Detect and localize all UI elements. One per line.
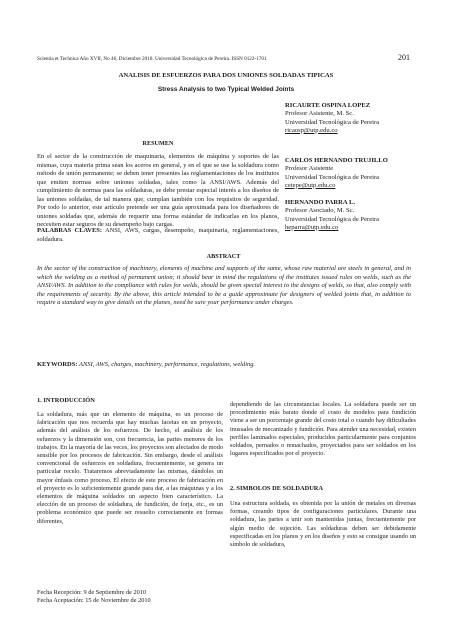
page-number: 201 (398, 53, 410, 62)
author-role: Profesor Asociado, M. Sc. (285, 207, 355, 215)
author-email[interactable]: cetepe@utp.edu.co (285, 181, 336, 189)
date-received: Fecha Recepción: 9 de Septiembre de 2010 (37, 589, 147, 596)
section-2-heading: 2. SIMBOLOS DE SOLDADURA (230, 485, 324, 492)
author-email[interactable]: heparra@utp.edu.co (285, 223, 339, 231)
paper-subtitle: Stress Analysis to two Typical Welded Joints (157, 86, 295, 93)
keywords-values: ANSI, AWS, cargas, desempeño, maquinaria, reglamentaciones, soldadura. (37, 227, 279, 243)
author-name: CARLOS HERNANDO TRUJILLO (285, 157, 388, 164)
date-accepted: Fecha Aceptación: 15 de Noviembre de 2010 (37, 597, 151, 605)
author-role: Profesor Asistente, M. Sc. (285, 110, 354, 118)
resumen-text: En el sector de la construcción de maquinaria, elementos de máquina y soportes de las mismas, cuya materia prima sean los aceros en general, y en el que se use la soldadura como método de unión permanente; se deben tener presentes las reglamentaciones de los institutos que emiten normas sobre uniones soldadas, tales como la ANSI/AWS. Además del cumplimiento de normas para las soldaduras, se debe prestar especial interés a los diseños de las uniones soldadas, de tal manera que, cumplan también con los requisitos de seguridad. Por todo lo anterior, este artículo pretende ser una guía aproximada para los diseñadores de uniones soldadas que, además de requerir una forma estándar de indicarlas en los planos, necesiten estar seguros de su desempeño bajo cargas. (37, 153, 279, 228)
section-2-text: Una estructura soldada, es obtenida por la unión de metales en diversas formas, creando tipos de configuraciones particulares. Durante una soldadura, las partes a unir son mantenidas juntas, frecuentemente por algún medio de sujeción. Las soldaduras deben ser debidamente especificadas en los planos y en los diseños y esto se consigue usando un símbolo de soldadura, (230, 500, 416, 549)
abstract-keywords (37, 361, 281, 370)
author-affiliation: Universidad Tecnológica de Pereira (285, 173, 380, 181)
author-block-3 (285, 199, 430, 232)
resumen-heading: RESUMEN (142, 140, 174, 147)
author-block-1 (285, 102, 430, 135)
abstract-text: In the sector of the construction of machinery, elements of machine and supports of the same, whose raw material are steels in general, and in which the welding as a method of permanent union; it should bear in mind the regulations of the institutes issued rules on welds, such as the ANSI/AWS. In addition to the compliance with rules for welds, should be given special interest to the designs of welds, so that, also comply with the requirements of security. By the above, this article intended to be a guide approximate for designers of welded joints that, in addition to require a standard way to give details on the planes, need be sure your performance under charges. (37, 265, 411, 306)
author-name: HERNANDO PARRA L. (285, 199, 356, 206)
section-1-continued-text: dependiendo de las circunstancias locales. La soldadura puede ser un procedimiento más barato donde el costo de modelos para fundición viene a ser un porcentaje grande del costo total o cuando hay dificultades inusuales de mecanizado y fundición. Para atender una necesidad, existen perfiles laminados especiales, producidos particularmente para conjuntos soldados, pernados o remachados, proyectados para ser soldados en los lugares especificados por el proyecto. (230, 401, 416, 458)
author-affiliation: Universidad Tecnológica de Pereira (285, 118, 380, 126)
author-name: RICAURTE OSPINA LOPEZ (285, 102, 371, 109)
author-block-2 (285, 157, 430, 190)
section-1-heading: 1. INTRODUCCIÓN (37, 397, 95, 404)
dates-block (37, 589, 223, 605)
section-1-text: La soldadura, más que un elemento de máquina, es un proceso de fabricación que nos recuerda que hay muchas facetas en un proyecto, además del análisis de los esfuerzos. De hecho, el análisis de los esfuerzos y la dimensión son, con frecuencia, las partes menores de los trabajos. En la mayoría de las veces, los proyectos son afectados de modo sensible por los procesos de fabricación. Sin embargo, desde el análisis convencional de esfuerzos en soldadura, frecuentemente, se genera un particular recelo. Trataremos abreviadamente las mismas, dándoles un mayor énfasis como proceso. El efecto de este proceso de fabricación en el proyecto es lo suficientemente grande para dar, a las máquinas y a los elementos de máquina soldados un aspecto bien característico. La elección de un proceso de soldadura, de fundición, de forja, etc., es un problema económico que puede ser resuelto correctamente en formas diferentes, (37, 411, 223, 525)
keywords-values: ANSI, AWS, charges, machinery, performance, regulations, welding. (79, 361, 256, 368)
paper-title: ANALISIS DE ESFUERZOS PARA DOS UNIONES SOLDADAS TIPICAS (118, 72, 334, 79)
abstract-heading: ABSTRACT (206, 253, 241, 260)
author-affiliation: Universidad Tecnológica de Pereira (285, 215, 380, 223)
author-role: Profesor Asistente (285, 165, 334, 173)
keywords-label: KEYWORDS: (37, 361, 78, 368)
running-header: Scientia et Technica Año XVII, No 46, Diciembre 2010. Universidad Tecnológica de Pereira. ISSN 0122-1701 (37, 56, 267, 62)
keywords-label: PALABRAS CLAVES: (37, 227, 102, 234)
resumen-keywords (37, 227, 279, 244)
author-email[interactable]: ricaosp@utp.edu.co (285, 126, 338, 134)
